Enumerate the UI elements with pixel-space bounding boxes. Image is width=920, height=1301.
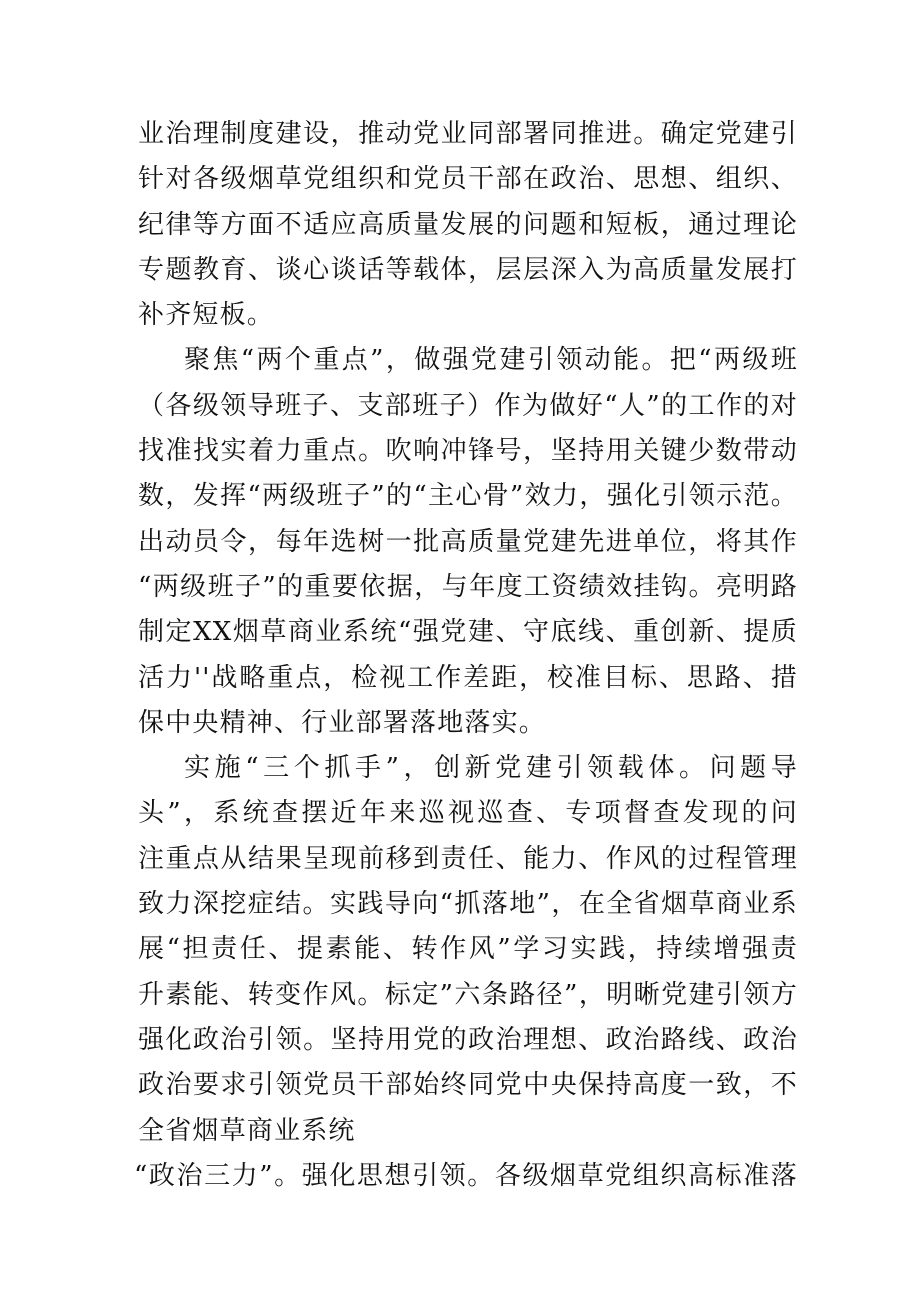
text-line: 补齐短板。 — [138, 300, 275, 331]
text-line: 制定XX烟草商业系统“强党建、守底线、重创新、提质 — [138, 617, 798, 648]
text-line: 保中央精神、行业部署落地落实。 — [138, 707, 547, 738]
document-body — [134, 112, 798, 1199]
text-line: 全省烟草商业系统 — [138, 1115, 356, 1146]
paragraph-first-line: 聚焦“两个重点”，做强党建引领动能。把“两级班 — [184, 345, 798, 376]
text-line: 头”，系统查摆近年来巡视巡查、专项督查发现的问 — [138, 798, 798, 829]
paragraph-first-line: 实施“三个抓手”，创新党建引领载体。问题导 — [184, 753, 798, 784]
text-line: 纪律等方面不适应高质量发展的问题和短板，通过理论 — [138, 209, 798, 240]
text-line: （各级领导班子、支部班子）作为做好“人”的工作的对 — [138, 390, 798, 421]
text-line: 数，发挥“两级班子”的“主心骨”效力，强化引领示范。 — [138, 481, 798, 512]
text-line: 注重点从结果呈现前移到责任、能力、作风的过程管理 — [138, 843, 798, 874]
text-line: 强化政治引领。坚持用党的政治理想、政治路线、政治 — [138, 1024, 798, 1055]
text-line: 出动员令，每年选树一批高质量党建先进单位，将其作 — [138, 526, 798, 557]
text-line: 展“担责任、提素能、转作风”学习实践，持续增强责 — [138, 934, 798, 965]
text-line: “政治三力”。强化思想引领。各级烟草党组织高标准落 — [134, 1160, 798, 1191]
text-line: 致力深挖症结。实践导向“抓落地”，在全省烟草商业系 — [138, 889, 798, 920]
text-line: 升素能、转变作风。标定”六条路径”，明晰党建引领方 — [138, 979, 798, 1010]
text-line: 政治要求引领党员干部始终同党中央保持高度一致，不 — [138, 1070, 798, 1101]
text-line: 活力''战略重点，检视工作差距，校准目标、思路、措 — [138, 662, 798, 693]
text-line: 针对各级烟草党组织和党员干部在政治、思想、组织、 — [138, 164, 798, 195]
text-line: 找准找实着力重点。吹响冲锋号，坚持用关键少数带动 — [138, 436, 798, 467]
text-line: 业治理制度建设，推动党业同部署同推进。确定党建引 — [138, 119, 798, 149]
text-line: “两级班子”的重要依据，与年度工资绩效挂钩。亮明路 — [138, 571, 798, 602]
text-line: 专题教育、谈心谈话等载体，层层深入为高质量发展打 — [138, 254, 798, 285]
